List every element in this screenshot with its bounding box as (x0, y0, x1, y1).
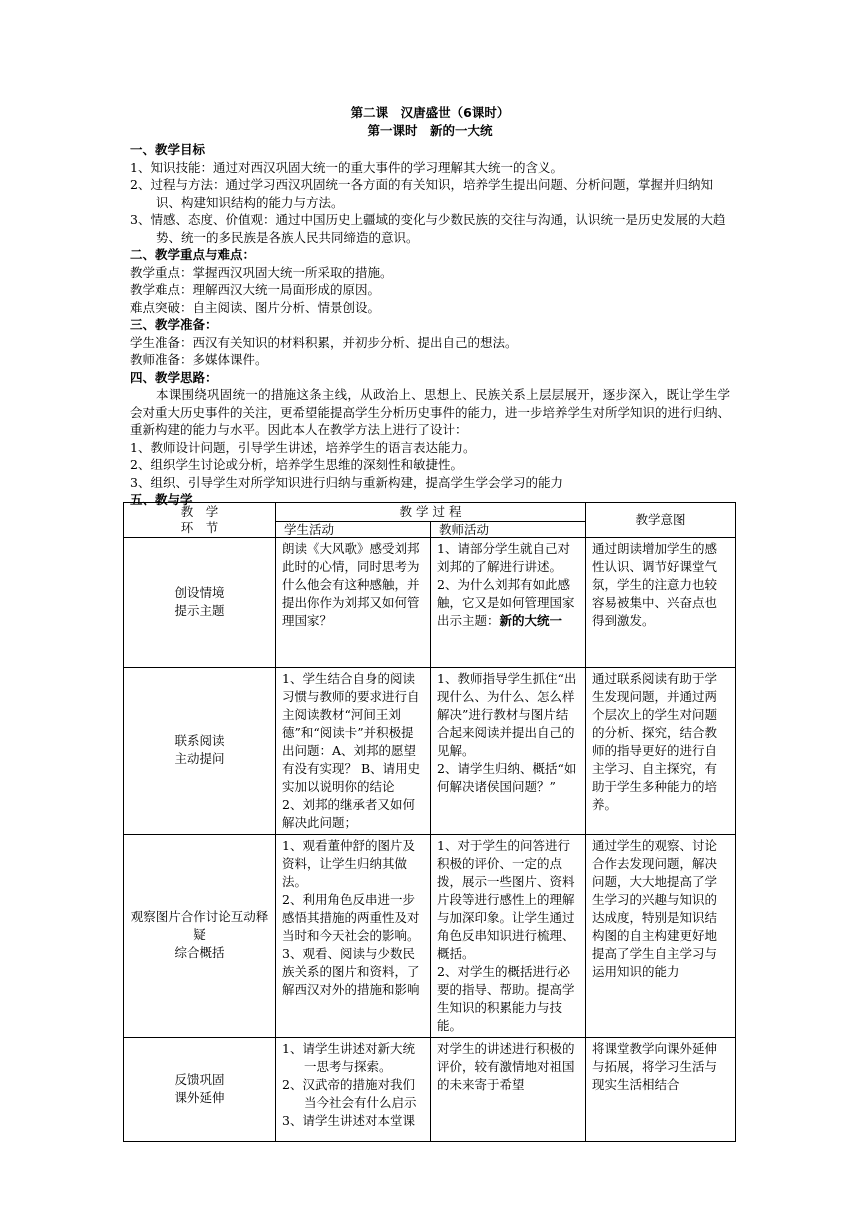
goal-item-3: 3、情感、态度、价值观：通过中国历史上疆域的变化与少数民族的交往与沟通，认识统一是历史发展的大趋势、统一的多民族是各族人民共同缔造的意识。 (130, 212, 726, 245)
stage-cell (124, 538, 276, 668)
student-text: 1、学生结合自身的阅读习惯与教师的要求进行自主阅读教材“河间王刘德”和“阅读卡”并积极提出问题：A、刘邦的愿望有没有实现？ B、请用史实加以说明你的结论 (282, 671, 421, 794)
intent-cell (586, 1038, 736, 1142)
intent-text: 通过学生的观察、讨论合作去发现问题，解决问题，大大地提高了学生学习的兴趣与知识的达成度，特别是知识结构图的自主构建更好地提高了学生自主学习与运用知识的能力 (592, 838, 718, 979)
student-text: 汉武帝的措施对我们当今社会有什么启示 (302, 1077, 417, 1110)
teacher-text: 2、请学生归纳、概括“如何解决诸侯国问题？” (437, 761, 577, 794)
header-teacher: 教师活动 (431, 522, 586, 538)
teacher-text: 2、对学生的概括进行必要的指导、帮助。提高学生知识的积累能力与技能。 (437, 964, 575, 1033)
table-row (124, 538, 736, 668)
header-process: 教 学 过 程 (276, 503, 586, 522)
stage-line: 联系阅读 (174, 733, 225, 748)
student-item (282, 1112, 424, 1130)
student-cell (276, 1038, 431, 1142)
student-text: 请学生讲述对本堂课 (302, 1113, 415, 1128)
student-text: 2、利用角色反串进一步感悟其措施的两重性及对当时和今天社会的影响。 (282, 892, 420, 943)
stage-cell (124, 1038, 276, 1142)
intent-cell (586, 668, 736, 835)
section-heading-preparation: 三、教学准备： (130, 317, 218, 332)
stage-line: 主动提问 (174, 751, 225, 766)
intent-cell (586, 835, 736, 1038)
section-heading-approach: 四、教学思路： (130, 369, 218, 385)
page-title: 第二课 汉唐盛世（6课时） (350, 105, 510, 120)
teacher-text: 1、请部分学生就自己对刘邦的了解进行讲述。 (437, 541, 570, 574)
table-row (124, 835, 736, 1038)
teacher-text: 2、为什么刘邦有如此感触，它又是如何管理国家出示主题： (437, 577, 575, 628)
table-header-row (124, 503, 736, 522)
approach-item-2: 2、组织学生讨论或分析，培养学生思维的深刻性和敏捷性。 (130, 457, 463, 472)
approach-item-1: 1、教师设计问题，引导学生讲述，培养学生的语言表达能力。 (130, 439, 476, 455)
intent-text: 通过联系阅读有助于学生发现问题，并通过两个层次上的学生对问题的分析、探究，结合教师的指导更好的进行自主学习、自主探究，有助于学生多种能力的培养。 (592, 671, 718, 812)
page-subtitle: 第一课时 新的一大统 (367, 123, 493, 138)
teacher-cell (431, 835, 586, 1038)
stage-cell (124, 835, 276, 1038)
preparation-teacher: 教师准备：多媒体课件。 (130, 352, 268, 367)
key-point-1: 教学重点：掌握西汉巩固大统一所采取的措施。 (130, 264, 393, 280)
student-text: 2、刘邦的继承者又如何解决此问题； (282, 797, 415, 830)
stage-cell (124, 668, 276, 835)
table-row (124, 1038, 736, 1142)
item-number: 2、 (282, 1077, 303, 1092)
header-stage-line2: 环 节 (180, 520, 219, 535)
student-cell (276, 538, 431, 668)
approach-item-3: 3、组织、引导学生对所学知识进行归纳与重新构建，提高学生学会学习的能力 (130, 474, 563, 490)
header-stage-line1: 教 学 (180, 504, 219, 519)
item-number: 1、 (282, 1041, 303, 1056)
header-stage (124, 503, 276, 538)
goal-item-1: 1、知识技能：通过对西汉巩固大统一的重大事件的学习理解其大统一的含义。 (130, 159, 563, 175)
intent-cell (586, 538, 736, 668)
intent-text: 通过朗读增加学生的感性认识、调节好课堂气氛，学生的注意力也较容易被集中、兴奋点也得到激发。 (592, 541, 718, 628)
intent-text: 将课堂教学向课外延伸与拓展，将学习生活与现实生活相结合 (592, 1041, 718, 1092)
teacher-text: 对学生的讲述进行积极的评价，较有激情地对祖国的未来寄于希望 (437, 1041, 575, 1092)
document-body (130, 104, 730, 509)
header-student: 学生活动 (276, 522, 431, 538)
teacher-cell (431, 668, 586, 835)
stage-line: 创设情境 (174, 584, 225, 600)
teacher-cell (431, 1038, 586, 1142)
key-point-3: 难点突破：自主阅读、图片分析、情景创设。 (130, 299, 381, 315)
student-cell (276, 835, 431, 1038)
student-cell (276, 668, 431, 835)
item-number: 3、 (282, 1113, 303, 1128)
section-heading-goals: 一、教学目标 (130, 142, 206, 157)
section-heading-teaching: 五、教与学 (130, 492, 193, 507)
goal-item-2: 2、过程与方法：通过学习西汉巩固统一各方面的有关知识，培养学生提出问题、分析问题，掌握并归纳知识、构建知识结构的能力与方法。 (130, 177, 713, 210)
stage-line: 反馈巩固 (174, 1071, 225, 1087)
table-row (124, 668, 736, 835)
header-intent: 教学意图 (586, 503, 736, 538)
stage-line: 综合概括 (174, 945, 225, 960)
student-text: 朗读《大风歌》感受刘邦此时的心情，同时思考为什么他会有这种感触，并提出你作为刘邦又如何管理国家？ (282, 541, 420, 628)
preparation-student: 学生准备：西汉有关知识的材料积累，并初步分析、提出自己的想法。 (130, 334, 518, 350)
stage-line: 课外延伸 (174, 1089, 225, 1105)
student-item (282, 1076, 424, 1112)
teacher-cell (431, 538, 586, 668)
teacher-text: 1、对于学生的问答进行积极的评价、一定的点拨，展示一些图片、资料片段等进行感性上的理解与加深印象。让学生通过角色反串知识进行梳理、概括。 (437, 838, 575, 961)
stage-line: 观察图片合作讨论互动释疑 (130, 909, 269, 942)
approach-paragraph: 本课围绕巩固统一的措施这条主线，从政治上、思想上、民族关系上层层展开，逐步深入，既让学生学会对重大历史事件的关注，更希望能提高学生分析历史事件的能力，进一步培养学生对所学知识的进行归纳、重新构建的能力与水平。因此本人在教学方法上进行了设计： (130, 387, 731, 437)
section-heading-key-points: 二、教学重点与难点： (130, 247, 256, 262)
student-text: 1、观看董仲舒的图片及资料，让学生归纳其做法。 (282, 838, 415, 889)
teacher-text: 1、教师指导学生抓住“出现什么、为什么、怎么样解决”进行教材与图片结合起来阅读并提出自己的见解。 (437, 671, 577, 758)
teaching-table (123, 502, 736, 1142)
student-item (282, 1040, 424, 1076)
lesson-theme: 新的大统一 (499, 613, 563, 628)
student-text: 请学生讲述对新大统一思考与探索。 (302, 1041, 415, 1074)
stage-line: 提示主题 (174, 602, 225, 618)
student-text: 3、观看、阅读与少数民族关系的图片和资料，了解西汉对外的措施和影响 (282, 946, 420, 997)
key-point-2: 教学难点：理解西汉大统一局面形成的原因。 (130, 282, 381, 297)
